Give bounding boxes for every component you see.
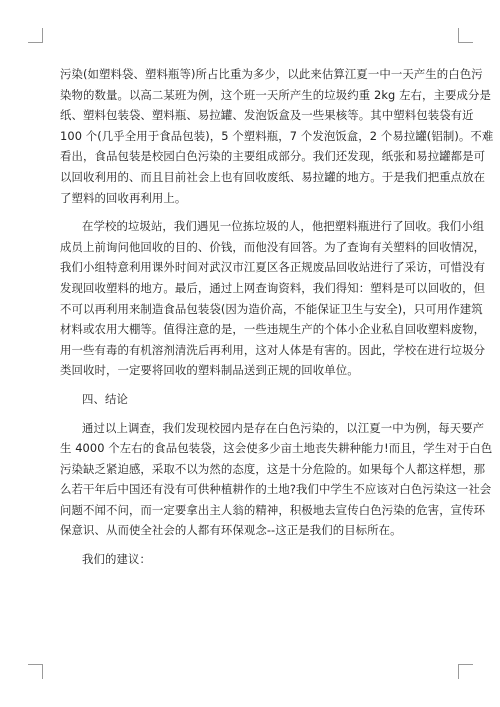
crop-mark-bottom-left	[28, 664, 43, 679]
text-line: 纸、塑料包装袋、塑料瓶、易拉罐、发泡饭盒及一些果核等。其中塑料包装袋有近	[60, 108, 474, 123]
text-line: 在学校的垃圾站，我们遇见一位拣垃圾的人，他把塑料瓶进行了回收。我们小组	[82, 219, 485, 234]
paragraph-conclusion	[60, 418, 493, 542]
text-line: 了塑料的回收再利用上。	[60, 190, 187, 205]
text-line: 污染(如塑料袋、塑料瓶等)所占比重为多少，以此来估算江夏一中一天产生的白色污	[60, 67, 483, 81]
text-line: 生 4000 个左右的食品包装袋，这会使多少亩土地丧失耕种能力!而且，学生对于白色	[60, 441, 493, 456]
text-line: 污染缺乏紧迫感，采取不以为然的态度，这是十分危险的。如果每个人都这样想，那	[60, 461, 486, 476]
text-line: 材料或农用大棚等。值得注意的是，一些违规生产的个体小企业私自回收塑料废物，	[60, 322, 486, 337]
text-line: 通过以上调查，我们发现校园内是存在白色污染的，以江夏一中为例，每天要产	[82, 420, 485, 435]
text-line: 染物的数量。以高二某班为例，这个班一天所产生的垃圾约重 2kg 左右，主要成分是	[60, 87, 491, 102]
text-line: 问题不闻不问，而一定要拿出主人翁的精神，积极地去宣传白色污染的危害，宣传环	[60, 502, 486, 517]
text-line: 以回收利用的、而且目前社会上也有回收废纸、易拉罐的地方。于是我们把重点放在	[60, 169, 486, 184]
document-body	[60, 64, 494, 570]
text-line: 用一些有毒的有机溶剂清洗后再利用，这对人体是有害的。因此，学校在进行垃圾分	[60, 342, 486, 357]
text-line: 我们小组特意利用课外时间对武汉市江夏区各正规废品回收站进行了采访，可惜没有	[60, 260, 486, 275]
crop-mark-top-left	[28, 28, 43, 43]
section-heading-conclusion: 四、结论	[82, 391, 128, 406]
text-line: 发现回收塑料的地方。最后，通过上网查询资料，我们得知：塑料是可以回收的，但	[60, 280, 486, 295]
crop-mark-bottom-right	[458, 664, 473, 679]
text-line: 100 个(几乎全用于食品包装)，5 个塑料瓶，7 个发泡饭盒，2 个易拉罐(铝制)。不难	[60, 128, 494, 143]
paragraph-survey-results	[60, 64, 494, 208]
paragraph-recycling-station	[60, 216, 486, 381]
text-line: 保意识、从而使全社会的人都有环保观念--这正是我们的目标所在。	[60, 523, 402, 538]
text-line: 类回收时，一定要将回收的塑料制品送到正规的回收单位。	[60, 363, 359, 378]
crop-mark-top-right	[458, 28, 473, 43]
text-line: 成员上前询问他回收的目的、价钱，而他没有回答。为了查询有关塑料的回收情况，	[60, 239, 486, 254]
paragraph-suggestions-intro: 我们的建议：	[82, 552, 151, 567]
text-line: 看出，食品包装是校园白色污染的主要组成部分。我们还发现，纸张和易拉罐都是可	[60, 149, 486, 164]
text-line: 不可以再利用来制造食品包装袋(因为造价高，不能保证卫生与安全)，只可用作建筑	[60, 301, 483, 316]
text-line: 么若干年后中国还有没有可供种植耕作的土地?我们中学生不应该对白色污染这一社会	[60, 482, 492, 497]
